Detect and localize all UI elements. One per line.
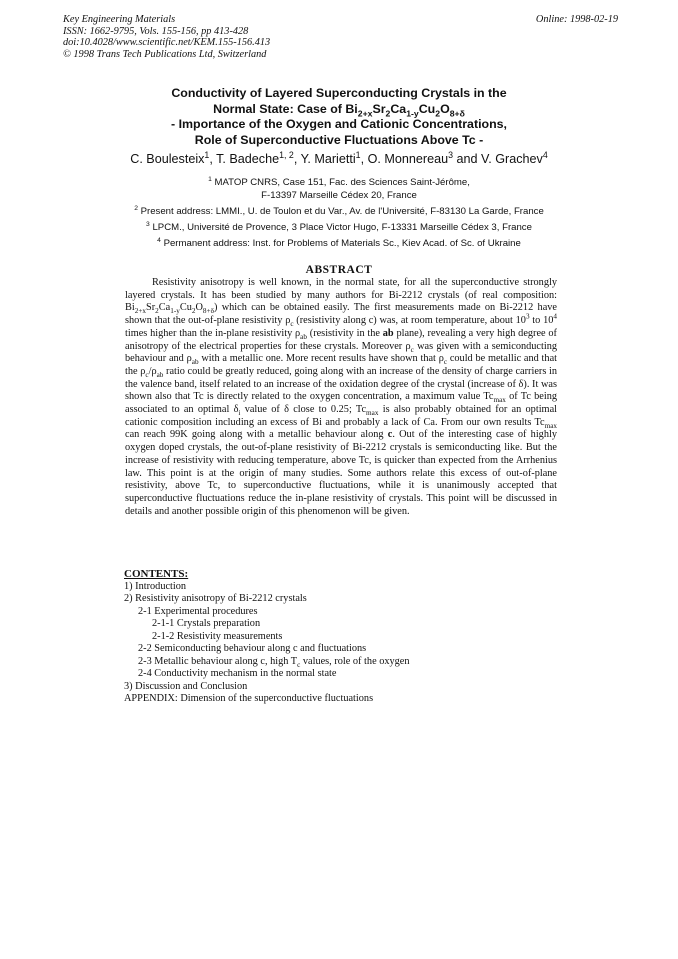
abstract-text-3: (resistivity along c) was, at room temperature, about 10 (293, 315, 526, 327)
abstract-paragraph (125, 277, 557, 518)
abstract-text-10: could be metallic and that the (125, 353, 557, 377)
formula-bi-sub: 2+x (357, 107, 373, 118)
contents-item (124, 656, 410, 669)
abstract-text-9: with a metallic one. More recent results have shown that (198, 353, 439, 365)
rho-ab-sub: ab (300, 332, 307, 341)
tc-max-sub: max (493, 396, 506, 405)
contents-item-23-post: values, role of the oxygen (300, 655, 410, 667)
rho-symbol: ρ (285, 315, 291, 327)
online-date: Online: 1998-02-19 (535, 14, 618, 25)
formula-sr: Sr (372, 101, 386, 116)
c-axis-bold: c (387, 429, 393, 441)
ratio-slash: / (148, 365, 152, 377)
rho-c-sub: c (443, 358, 448, 367)
affiliation-3-text: LPCM., Université de Provence, 3 Place Victor Hugo, F-13331 Marseille Cédex 3, France (149, 222, 532, 233)
contents-item-23-sub: c (297, 660, 301, 669)
affiliation-2 (0, 205, 678, 218)
abs-formula-ca: Ca (158, 302, 171, 314)
affiliation-1-marker: 1 (208, 175, 212, 183)
title-line-2-text: Normal State: Case of (213, 101, 346, 116)
abs-formula-o: O (195, 302, 203, 314)
abstract-text-8: was given with a semiconducting behaviour and (125, 340, 557, 365)
affiliation-1-line-1 (0, 176, 678, 189)
author-2: , T. Badeche (209, 152, 280, 166)
abs-formula-ca-sub: 1-y (170, 307, 180, 316)
author-list (0, 149, 678, 166)
author-2-affil: 1, 2 (279, 149, 294, 160)
contents-item: APPENDIX: Dimension of the superconductive fluctuations (124, 693, 374, 704)
abstract-text-11: ratio could be greatly reduced, going along with an increase of the density of charge carriers in the valence band, itself related to an increase of the oxidation degree of the crystal (increase of δ). It was shown also that Tc is directly related to the oxygen concentration, a maximum value Tc (125, 365, 557, 403)
contents-item-23-text: 2-3 Metallic behaviour along c, high T (138, 655, 298, 667)
delta-i-sub: i (238, 409, 241, 418)
formula-cu: Cu (418, 101, 436, 116)
abstract-text-7: plane), revealing a very high degree of anisotropy of the electrical properties for these crystals. Moreover (125, 327, 557, 352)
contents-item: 1) Introduction (124, 580, 187, 592)
affiliation-4 (0, 237, 678, 250)
abstract-text-16: . Out of the interesting case of highly oxygen doped crystals, the out-of-plane resistivity of Bi-2212 crystals is semiconducting like. But the increase of resistivity with reducing temperature, above Tc, is quicker than expected from the Arrhenius law. This point is at the origin of many studies. Some authors relate this excess of out-of-plane resistivity, above Tc, to superconductive fluctuations, while it is unanimously accepted that superconductive fluctuations reduce the in-plane resistivity of crystals. This point will be discussed in details and another possible origin of this phenomenon will be given. (125, 429, 557, 517)
rho-symbol: ρ (405, 340, 411, 352)
title-line-3: - Importance of the Oxygen and Cationic Concentrations, (171, 117, 507, 131)
exponent-4: 4 (553, 312, 557, 321)
contents-item: 2) Resistivity anisotropy of Bi-2212 crystals (124, 593, 307, 604)
rho-symbol: ρ (140, 365, 146, 377)
rho-ab-sub: ab (191, 358, 199, 367)
affiliation-3 (0, 221, 678, 234)
abstract-text-15: can reach 99K going along with a metallic behaviour along (125, 429, 388, 441)
rho-symbol: ρ (295, 327, 301, 339)
formula-o-sub: 8+δ (449, 107, 465, 118)
author-1-affil: 1 (204, 149, 210, 160)
ab-plane-bold: ab (382, 327, 394, 339)
affiliation-1-text: MATOP CNRS, Case 151, Fac. des Sciences Saint-Jérôme, (211, 177, 470, 188)
abstract-text-12: of Tc being associated to an optimal δ (125, 391, 558, 416)
rho-symbol: ρ (186, 353, 192, 365)
abstract-text-14: is also probably obtained for an optimal cationic composition including an excess of Bi and probably a lack of Ca. From our own results Tc (125, 404, 557, 428)
abstract-text-6: (resistivity in the (306, 327, 383, 339)
abstract-text-13: value of δ close to 0.25; Tc (240, 404, 367, 416)
exponent-3: 3 (525, 312, 530, 321)
contents-item: 2-2 Semiconducting behaviour along c and fluctuations (138, 643, 367, 654)
contents-item: 2-1-1 Crystals preparation (152, 618, 261, 629)
abs-formula-sr-sub: 2 (155, 307, 159, 316)
formula-sr-sub: 2 (385, 107, 391, 118)
contents-item: 2-4 Conductivity mechanism in the normal state (138, 668, 337, 679)
affiliation-4-marker: 4 (157, 236, 161, 244)
rho-c-sub: c (145, 370, 149, 379)
affiliation-3-marker: 3 (146, 220, 150, 228)
abs-formula-bi-sub: 2+x (134, 307, 146, 316)
abstract-heading: ABSTRACT (305, 264, 373, 276)
author-4: , O. Monnereau (360, 152, 449, 166)
abs-formula-o-sub: 8+δ (202, 307, 214, 316)
abs-formula-cu: Cu (179, 302, 192, 314)
formula-bi: Bi (345, 101, 358, 116)
affiliation-2-marker: 2 (134, 204, 138, 212)
journal-name: Key Engineering Materials (63, 14, 176, 25)
formula-o: O (440, 101, 450, 116)
title-line-1: Conductivity of Layered Superconducting Crystals in the (171, 86, 507, 100)
author-3: , Y. Marietti (293, 152, 356, 166)
affiliation-2-text: Present address: LMMI., U. de Toulon et du Var., Av. de l'Université, F-83130 La Garde, France (137, 206, 544, 217)
affiliation-1-line-2: F-13397 Marseille Cédex 20, France (261, 190, 417, 201)
tc-max-sub: max (544, 421, 557, 430)
author-3-affil: 1 (355, 149, 361, 160)
affiliation-1 (0, 176, 678, 202)
abs-formula-sr: Sr (146, 302, 156, 314)
abs-formula-cu-sub: 2 (191, 307, 196, 316)
contents-item: 3) Discussion and Conclusion (124, 680, 248, 692)
rho-ab-sub: ab (156, 370, 164, 379)
contents-heading: CONTENTS: (124, 568, 189, 580)
paper-title (0, 86, 678, 148)
rho-symbol: ρ (438, 353, 444, 365)
title-line-2 (0, 102, 678, 118)
tc-max-sub: max (366, 409, 379, 418)
abstract-text-2: ) which can be obtained easily. The first measurements made on Bi-2212 have shown that the out-of-plane resistivity (125, 302, 557, 327)
abstract-formula (125, 302, 214, 316)
contents-section (124, 568, 410, 706)
rho-c-sub: c (410, 345, 414, 354)
abstract-text-1: Resistivity anisotropy is well known, in the normal state, for all the superconductive strongly layered crystals. It has been studied by many authors for Bi-2212 crystals (of real composition: (125, 277, 557, 301)
formula-ca-sub: 1-y (406, 107, 419, 118)
copyright-line: © 1998 Trans Tech Publications Ltd, Switzerland (63, 48, 267, 60)
abstract-body (125, 277, 557, 518)
title-formula (345, 102, 465, 116)
title-line-4: Role of Superconductive Fluctuations Above Tc - (194, 132, 484, 147)
rho-c-sub: c (290, 320, 294, 329)
author-4-affil: 3 (448, 149, 453, 160)
formula-ca: Ca (390, 101, 407, 116)
formula-cu-sub: 2 (435, 107, 441, 118)
abstract-text-5: times higher than the in-plane resistivity (125, 327, 296, 339)
abs-formula-bi: Bi (125, 302, 135, 314)
author-5-affil: 4 (542, 149, 548, 160)
affiliation-4-text: Permanent address: Inst. for Problems of Materials Sc., Kiev Acad. of Sc. of Ukraine (160, 238, 521, 249)
contents-item: 2-1-2 Resistivity measurements (152, 630, 283, 642)
author-5: and V. Grachev (453, 152, 543, 166)
author-1: C. Boulesteix (130, 152, 205, 166)
journal-header (63, 14, 618, 60)
rho-symbol: ρ (151, 365, 157, 377)
contents-item: 2-1 Experimental procedures (138, 605, 258, 617)
abstract-text-4: to 10 (529, 315, 554, 327)
doi-line: doi:10.4028/www.scientific.net/KEM.155-156.413 (63, 37, 271, 48)
issn-line: ISSN: 1662-9795, Vols. 155-156, pp 413-428 (63, 25, 249, 37)
